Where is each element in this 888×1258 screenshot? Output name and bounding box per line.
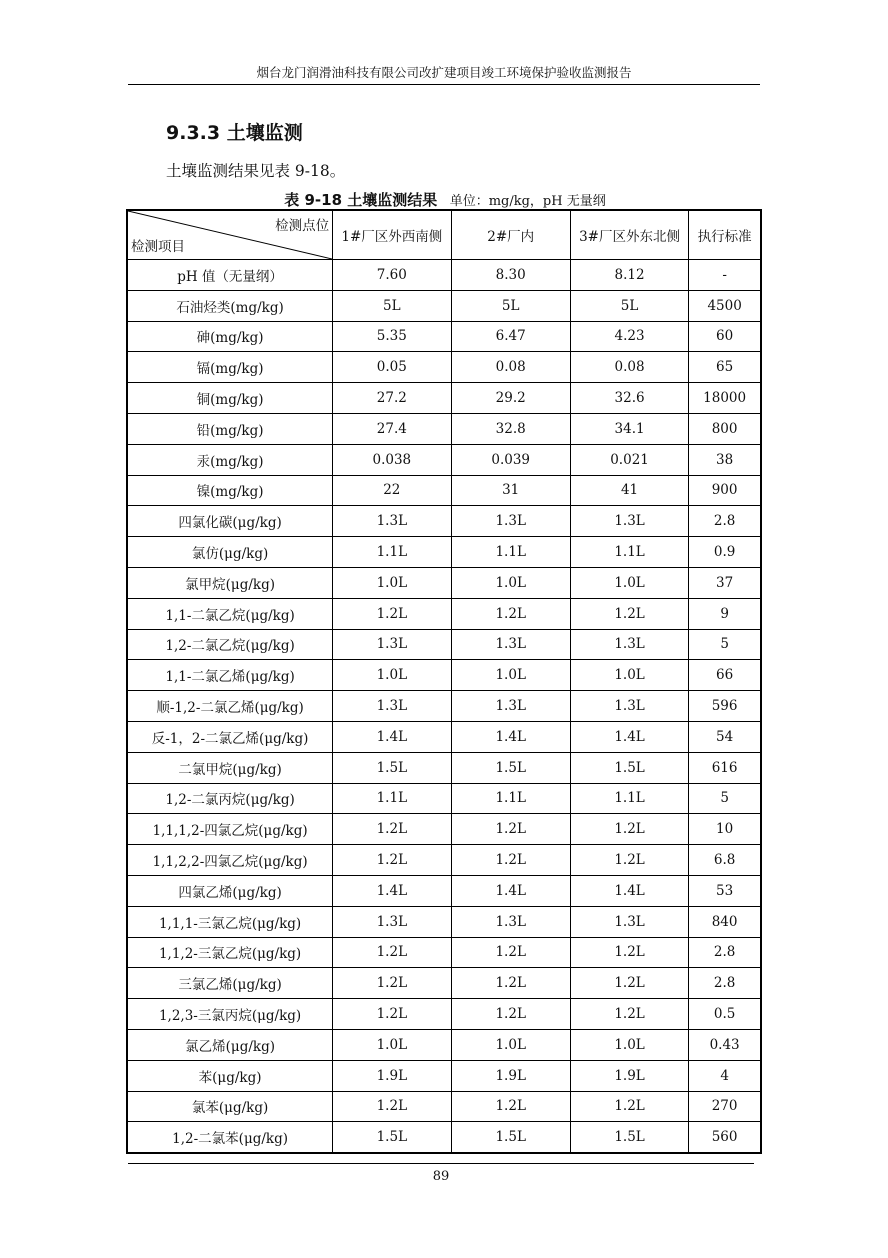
row-label-cell: 1,1,1-三氯乙烷(μg/kg) — [127, 906, 333, 937]
value-cell: 4500 — [689, 290, 761, 321]
value-cell: 1.2L — [570, 937, 688, 968]
value-cell: 1.9L — [451, 1060, 570, 1091]
intro-paragraph: 土壤监测结果见表 9-18。 — [166, 162, 346, 180]
table-row — [127, 814, 761, 845]
table-row — [127, 629, 761, 660]
table-row — [127, 1029, 761, 1060]
value-cell: 840 — [689, 906, 761, 937]
value-cell: 1.0L — [451, 1029, 570, 1060]
value-cell: 1.3L — [333, 506, 451, 537]
value-cell: 1.2L — [451, 814, 570, 845]
value-cell: 1.3L — [570, 506, 688, 537]
table-row — [127, 444, 761, 475]
row-label-cell: 苯(μg/kg) — [127, 1060, 333, 1091]
row-label-cell: 石油烃类(mg/kg) — [127, 290, 333, 321]
table-row — [127, 506, 761, 537]
value-cell: 29.2 — [451, 383, 570, 414]
table-caption-unit: 单位：mg/kg，pH 无量纲 — [449, 194, 606, 209]
table-row — [127, 1122, 761, 1153]
value-cell: 1.3L — [451, 906, 570, 937]
value-cell: 1.0L — [451, 660, 570, 691]
value-cell: 1.2L — [333, 937, 451, 968]
value-cell: 0.021 — [570, 444, 688, 475]
value-cell: 34.1 — [570, 413, 688, 444]
value-cell: 1.4L — [451, 721, 570, 752]
table-row — [127, 290, 761, 321]
row-label-cell: 1,2-二氯乙烷(μg/kg) — [127, 629, 333, 660]
row-label-cell: 汞(mg/kg) — [127, 444, 333, 475]
value-cell: 53 — [689, 875, 761, 906]
value-cell: 1.1L — [333, 537, 451, 568]
table-row — [127, 937, 761, 968]
value-cell: 1.4L — [333, 721, 451, 752]
value-cell: 1.2L — [333, 968, 451, 999]
row-label-cell: 1,1,1,2-四氯乙烷(μg/kg) — [127, 814, 333, 845]
table-row — [127, 660, 761, 691]
row-label-cell: 氯仿(μg/kg) — [127, 537, 333, 568]
table-row — [127, 567, 761, 598]
table-caption-title: 表 9-18 土壤监测结果 — [284, 191, 438, 209]
value-cell: 1.2L — [570, 845, 688, 876]
value-cell: 1.0L — [333, 1029, 451, 1060]
table-body — [127, 260, 761, 1154]
value-cell: 0.05 — [333, 352, 451, 383]
value-cell: 1.3L — [570, 906, 688, 937]
value-cell: 1.1L — [451, 783, 570, 814]
value-cell: 1.0L — [333, 660, 451, 691]
value-cell: 800 — [689, 413, 761, 444]
value-cell: 1.5L — [333, 752, 451, 783]
row-label-cell: 二氯甲烷(μg/kg) — [127, 752, 333, 783]
value-cell: 1.1L — [451, 537, 570, 568]
value-cell: 1.2L — [451, 937, 570, 968]
row-label-cell: 三氯乙烯(μg/kg) — [127, 968, 333, 999]
row-label-cell: 氯苯(μg/kg) — [127, 1091, 333, 1122]
value-cell: 1.9L — [570, 1060, 688, 1091]
value-cell: 27.2 — [333, 383, 451, 414]
soil-monitoring-table — [126, 209, 762, 1154]
value-cell: 0.9 — [689, 537, 761, 568]
column-header: 执行标准 — [689, 210, 761, 260]
value-cell: 1.2L — [570, 1091, 688, 1122]
table-caption — [128, 189, 762, 210]
value-cell: 38 — [689, 444, 761, 475]
value-cell: 0.5 — [689, 999, 761, 1030]
table-row — [127, 352, 761, 383]
value-cell: 1.3L — [570, 691, 688, 722]
value-cell: 1.9L — [333, 1060, 451, 1091]
value-cell: 5.35 — [333, 321, 451, 352]
value-cell: 1.0L — [333, 567, 451, 598]
value-cell: 0.08 — [570, 352, 688, 383]
row-label-cell: 1,2,3-三氯丙烷(μg/kg) — [127, 999, 333, 1030]
value-cell: 2.8 — [689, 968, 761, 999]
value-cell: 1.5L — [451, 752, 570, 783]
page-header: 烟台龙门润滑油科技有限公司改扩建项目竣工环境保护验收监测报告 — [128, 62, 760, 85]
value-cell: 5L — [333, 290, 451, 321]
table-row — [127, 475, 761, 506]
value-cell: 60 — [689, 321, 761, 352]
row-label-cell: 砷(mg/kg) — [127, 321, 333, 352]
table-row — [127, 783, 761, 814]
value-cell: 1.3L — [333, 629, 451, 660]
value-cell: 1.1L — [333, 783, 451, 814]
corner-header-bottom: 检测项目 — [131, 239, 185, 255]
value-cell: 5 — [689, 783, 761, 814]
value-cell: 10 — [689, 814, 761, 845]
value-cell: 0.038 — [333, 444, 451, 475]
value-cell: 616 — [689, 752, 761, 783]
table-header-row — [127, 210, 761, 260]
row-label-cell: pH 值（无量纲） — [127, 260, 333, 291]
row-label-cell: 顺-1,2-二氯乙烯(μg/kg) — [127, 691, 333, 722]
table-row — [127, 906, 761, 937]
row-label-cell: 铜(mg/kg) — [127, 383, 333, 414]
value-cell: 1.3L — [333, 906, 451, 937]
value-cell: 54 — [689, 721, 761, 752]
value-cell: 32.8 — [451, 413, 570, 444]
value-cell: 37 — [689, 567, 761, 598]
value-cell: 1.2L — [451, 1091, 570, 1122]
value-cell: 1.3L — [333, 691, 451, 722]
value-cell: 1.2L — [570, 814, 688, 845]
value-cell: 8.30 — [451, 260, 570, 291]
value-cell: 1.2L — [451, 598, 570, 629]
value-cell: 31 — [451, 475, 570, 506]
value-cell: 22 — [333, 475, 451, 506]
row-label-cell: 四氯化碳(μg/kg) — [127, 506, 333, 537]
table-row — [127, 875, 761, 906]
value-cell: 1.5L — [333, 1122, 451, 1153]
row-label-cell: 1,1-二氯乙烷(μg/kg) — [127, 598, 333, 629]
value-cell: 1.2L — [451, 999, 570, 1030]
value-cell: 4.23 — [570, 321, 688, 352]
row-label-cell: 四氯乙烯(μg/kg) — [127, 875, 333, 906]
value-cell: 66 — [689, 660, 761, 691]
table-row — [127, 999, 761, 1030]
section-title: 9.3.3 土壤监测 — [166, 122, 303, 144]
value-cell: 41 — [570, 475, 688, 506]
value-cell: 1.0L — [570, 567, 688, 598]
value-cell: 1.5L — [570, 1122, 688, 1153]
value-cell: 270 — [689, 1091, 761, 1122]
column-header: 3#厂区外东北侧 — [570, 210, 688, 260]
value-cell: 1.5L — [570, 752, 688, 783]
table-row — [127, 537, 761, 568]
value-cell: 9 — [689, 598, 761, 629]
value-cell: 1.2L — [451, 968, 570, 999]
value-cell: 1.4L — [570, 875, 688, 906]
table-row — [127, 752, 761, 783]
value-cell: 1.3L — [451, 506, 570, 537]
value-cell: 1.0L — [570, 1029, 688, 1060]
value-cell: 0.43 — [689, 1029, 761, 1060]
table-row — [127, 598, 761, 629]
value-cell: 6.47 — [451, 321, 570, 352]
row-label-cell: 1,2-二氯苯(μg/kg) — [127, 1122, 333, 1153]
value-cell: 1.1L — [570, 537, 688, 568]
table-row — [127, 1060, 761, 1091]
value-cell: 18000 — [689, 383, 761, 414]
value-cell: 1.5L — [451, 1122, 570, 1153]
column-header: 1#厂区外西南侧 — [333, 210, 451, 260]
value-cell: 1.0L — [570, 660, 688, 691]
value-cell: 1.2L — [570, 968, 688, 999]
table-row — [127, 321, 761, 352]
value-cell: 1.2L — [333, 1091, 451, 1122]
table-row — [127, 845, 761, 876]
value-cell: 1.4L — [451, 875, 570, 906]
row-label-cell: 镉(mg/kg) — [127, 352, 333, 383]
table-row — [127, 260, 761, 291]
value-cell: 1.2L — [570, 999, 688, 1030]
corner-header-top: 检测点位 — [275, 218, 330, 234]
value-cell: 5 — [689, 629, 761, 660]
row-label-cell: 1,1,2,2-四氯乙烷(μg/kg) — [127, 845, 333, 876]
row-label-cell: 1,2-二氯丙烷(μg/kg) — [127, 783, 333, 814]
value-cell: 5L — [451, 290, 570, 321]
table-row — [127, 1091, 761, 1122]
value-cell: 8.12 — [570, 260, 688, 291]
value-cell: 4 — [689, 1060, 761, 1091]
value-cell: 1.3L — [451, 629, 570, 660]
value-cell: 7.60 — [333, 260, 451, 291]
row-label-cell: 氯甲烷(μg/kg) — [127, 567, 333, 598]
value-cell: - — [689, 260, 761, 291]
value-cell: 1.3L — [451, 691, 570, 722]
table-row — [127, 968, 761, 999]
row-label-cell: 1,1-二氯乙烯(μg/kg) — [127, 660, 333, 691]
value-cell: 1.4L — [570, 721, 688, 752]
value-cell: 32.6 — [570, 383, 688, 414]
value-cell: 1.0L — [451, 567, 570, 598]
row-label-cell: 铅(mg/kg) — [127, 413, 333, 444]
value-cell: 900 — [689, 475, 761, 506]
page-number: 89 — [432, 1169, 450, 1184]
value-cell: 2.8 — [689, 506, 761, 537]
corner-header-cell — [127, 210, 333, 260]
value-cell: 6.8 — [689, 845, 761, 876]
value-cell: 1.3L — [570, 629, 688, 660]
value-cell: 1.2L — [451, 845, 570, 876]
value-cell: 1.4L — [333, 875, 451, 906]
value-cell: 1.2L — [333, 999, 451, 1030]
value-cell: 27.4 — [333, 413, 451, 444]
table-row — [127, 383, 761, 414]
row-label-cell: 氯乙烯(μg/kg) — [127, 1029, 333, 1060]
table-row — [127, 691, 761, 722]
value-cell: 5L — [570, 290, 688, 321]
value-cell: 0.08 — [451, 352, 570, 383]
value-cell: 1.2L — [570, 598, 688, 629]
value-cell: 0.039 — [451, 444, 570, 475]
value-cell: 1.2L — [333, 598, 451, 629]
table-row — [127, 413, 761, 444]
column-header: 2#厂内 — [451, 210, 570, 260]
table-row — [127, 721, 761, 752]
value-cell: 2.8 — [689, 937, 761, 968]
page-footer — [128, 1163, 754, 1184]
value-cell: 1.2L — [333, 814, 451, 845]
row-label-cell: 反-1，2-二氯乙烯(μg/kg) — [127, 721, 333, 752]
row-label-cell: 1,1,2-三氯乙烷(μg/kg) — [127, 937, 333, 968]
value-cell: 560 — [689, 1122, 761, 1153]
value-cell: 1.2L — [333, 845, 451, 876]
value-cell: 1.1L — [570, 783, 688, 814]
value-cell: 596 — [689, 691, 761, 722]
value-cell: 65 — [689, 352, 761, 383]
row-label-cell: 镍(mg/kg) — [127, 475, 333, 506]
